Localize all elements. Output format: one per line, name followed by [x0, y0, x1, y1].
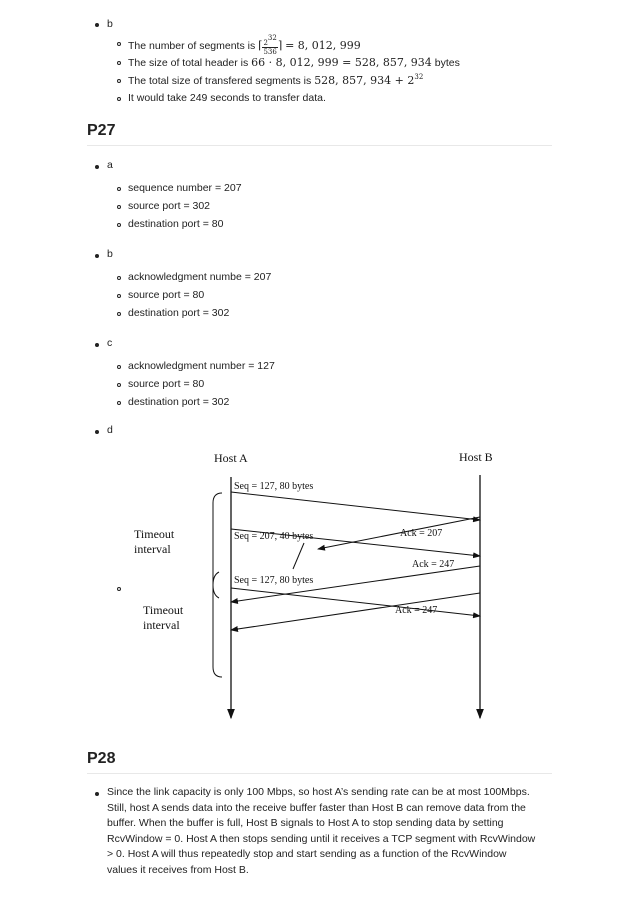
seq-label-2: Seq = 207, 40 bytes: [234, 531, 314, 542]
sub-bullet: [117, 79, 121, 83]
ack-label-3: Ack = 247: [395, 605, 438, 616]
sub-bullet: [117, 223, 121, 227]
sub-bullet: [117, 365, 121, 369]
sub-bullet: [117, 312, 121, 316]
timeout-bracket-2: [213, 572, 219, 598]
sub-bullet: [117, 383, 121, 387]
segments-fraction: $\frac{232}{536}$: [263, 34, 277, 56]
bullet-dot: [95, 23, 99, 27]
host-a-label: Host A: [214, 451, 248, 465]
total-size-line: The total size of transfered segments is 528, 857, $934 + 2^{32}$: [128, 73, 424, 87]
segments-text: The number of segments is: [128, 40, 256, 52]
segments-math: = 8, 012, 999: [285, 39, 361, 52]
list-item: source port = 80: [128, 289, 205, 301]
timeout-label-2b: interval: [143, 618, 180, 632]
bullet-dot: [95, 165, 99, 169]
segment-arrow-seq1: [231, 492, 480, 520]
list-item: destination port = 80: [128, 218, 224, 230]
sub-bullet: [117, 42, 121, 46]
list-item: source port = 80: [128, 378, 205, 390]
segments-count-line: The number of segments is ⌈ $\frac{232}{536}$ ⌉ = 8, 012, 999: [128, 34, 361, 56]
bullet-dot: [95, 792, 99, 796]
seq-label-3: Seq = 127, 80 bytes: [234, 575, 314, 586]
timeout-label-1: Timeout: [134, 527, 175, 541]
transfer-time-line: It would take 249 seconds to transfer data.: [128, 92, 326, 104]
sub-bullet: [117, 61, 121, 65]
seq-label-1: Seq = 127, 80 bytes: [234, 481, 314, 492]
timeout-label-1b: interval: [134, 542, 171, 556]
timeout-bracket-1: [213, 493, 222, 677]
list-item: acknowledgment numbe = 207: [128, 271, 272, 283]
host-b-label: Host B: [459, 450, 493, 464]
sub-bullet: [117, 587, 121, 591]
timeout-label-2: Timeout: [143, 603, 184, 617]
sub-bullet: [117, 294, 121, 298]
heading-p28: P28: [87, 750, 116, 767]
sub-bullet: [117, 97, 121, 101]
sub-bullet: [117, 187, 121, 191]
loss-mark: [293, 543, 304, 569]
heading-p27: P27: [87, 122, 116, 139]
list-item: destination port = 302: [128, 307, 230, 319]
tcp-timing-diagram: [125, 445, 515, 730]
list-item: source port = 302: [128, 200, 211, 212]
header-size-line: The size of total header is 66 · 8, 012, 999 = 528, 857, 934 bytes: [128, 56, 460, 69]
bullet-label-b: b: [107, 18, 113, 30]
sub-bullet: [117, 401, 121, 405]
list-item: sequence number = 207: [128, 182, 242, 194]
ack-label-2: Ack = 247: [412, 559, 455, 570]
heading-rule: [87, 773, 552, 774]
list-item: acknowledgment number = 127: [128, 360, 275, 372]
sub-bullet: [117, 276, 121, 280]
sub-bullet: [117, 205, 121, 209]
ack-arrow-207: [318, 517, 480, 549]
bullet-dot: [95, 254, 99, 258]
bullet-label-d: d: [107, 424, 113, 436]
p28-paragraph: Since the link capacity is only 100 Mbps, so host A’s sending rate can be at most 100Mbps. Still, host A sends data into the receive buffer faster than Host B can remove data from the buffer. When the buffer is full, Host B signals to Host A to stop sending data by setting RcvWindow = 0. Host A then stops sending until it receives a TCP segment with RcvWindow > 0. Host A will thus repeatedly stop and start sending as a function of the RcvWindow values it receives from Host B.: [107, 786, 536, 876]
heading-rule: [87, 145, 552, 146]
bullet-label-a: a: [107, 159, 113, 171]
bullet-dot: [95, 430, 99, 434]
bullet-label-c: c: [107, 337, 113, 349]
list-item: destination port = 302: [128, 396, 230, 408]
bullet-label-b: b: [107, 248, 113, 260]
bullet-dot: [95, 343, 99, 347]
ack-label-1: Ack = 207: [400, 528, 443, 539]
